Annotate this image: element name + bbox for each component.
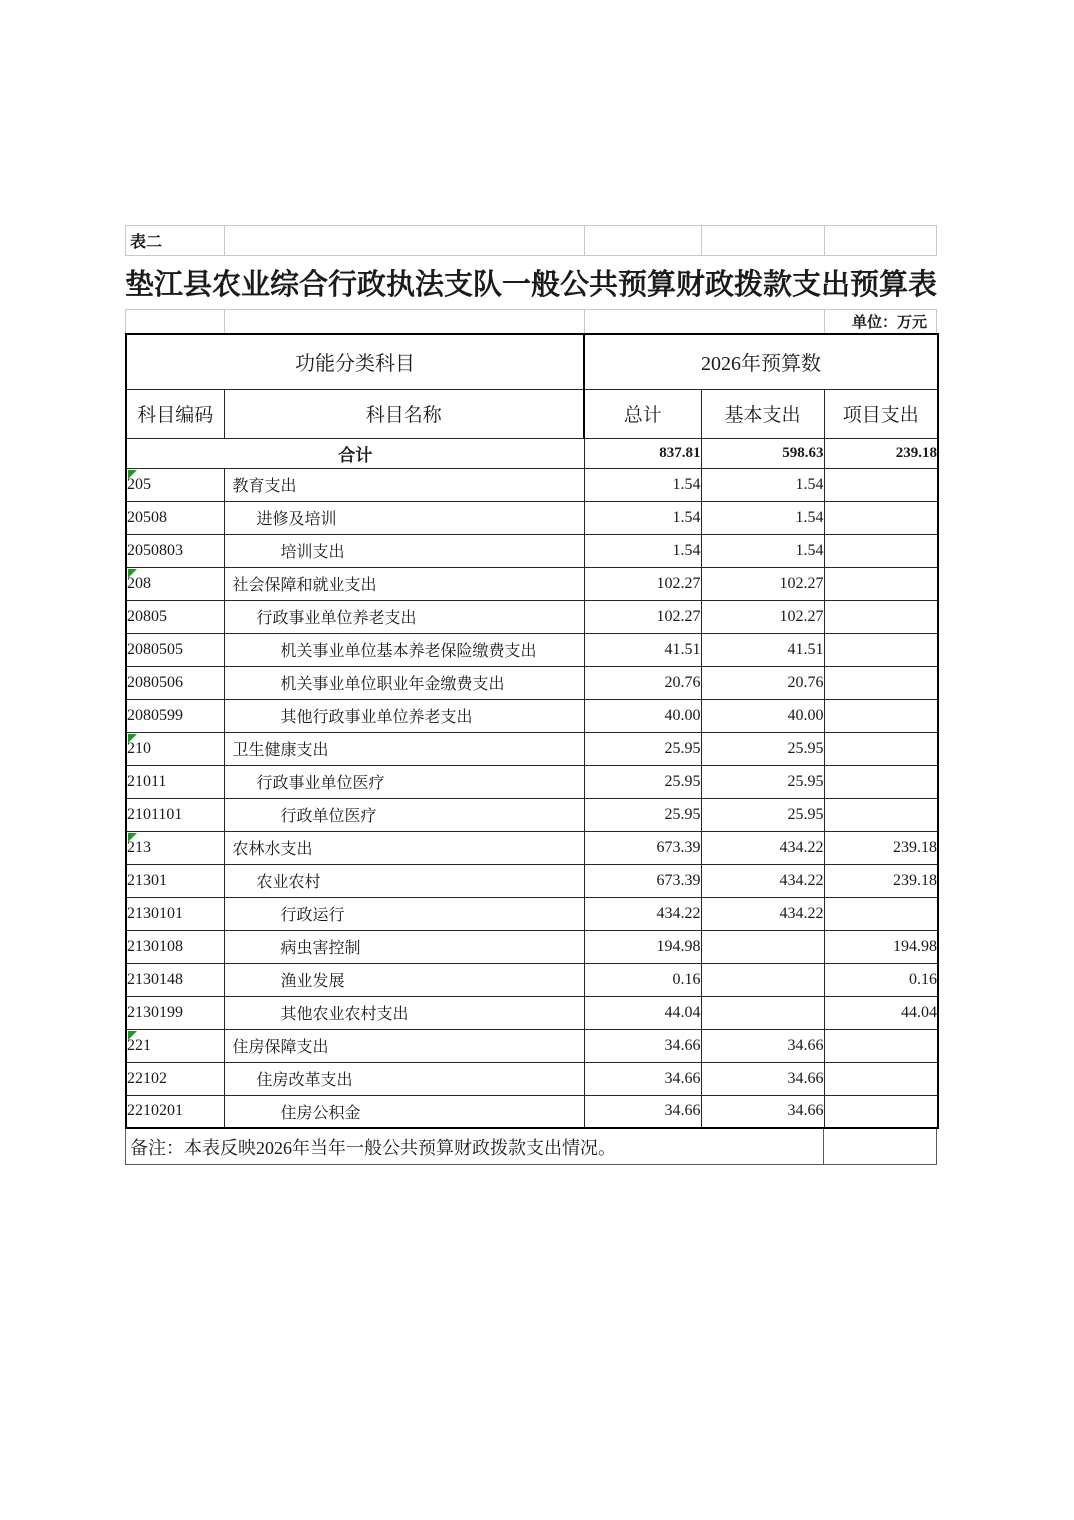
project-expense-cell xyxy=(824,1062,938,1095)
subject-code-cell: 20805 xyxy=(126,600,224,633)
gridline xyxy=(584,226,585,255)
subject-name-cell: 教育支出 xyxy=(224,468,584,501)
total-cell: 102.27 xyxy=(584,600,701,633)
total-cell: 44.04 xyxy=(584,996,701,1029)
unit-label: 单位：万元 xyxy=(851,315,927,331)
project-expense-cell xyxy=(824,765,938,798)
table-row xyxy=(126,864,938,897)
basic-expense-cell: 434.22 xyxy=(701,831,824,864)
table-row xyxy=(126,765,938,798)
table-row xyxy=(126,963,938,996)
basic-expense-cell: 1.54 xyxy=(701,468,824,501)
error-flag-triangle-icon xyxy=(128,569,137,578)
basic-expense-cell xyxy=(701,996,824,1029)
subject-code-cell: 22102 xyxy=(126,1062,224,1095)
sheet-label: 表二 xyxy=(130,234,163,251)
note-empty-cell xyxy=(824,1129,936,1164)
table-row xyxy=(126,633,938,666)
subject-code-cell: 21301 xyxy=(126,864,224,897)
subject-name-cell: 进修及培训 xyxy=(224,501,584,534)
basic-expense-cell xyxy=(701,963,824,996)
table-row xyxy=(126,897,938,930)
total-cell: 25.95 xyxy=(584,798,701,831)
basic-expense-cell: 1.54 xyxy=(701,534,824,567)
header-functional-classification: 功能分类科目 xyxy=(126,334,584,389)
subject-code-cell: 2210201 xyxy=(126,1095,224,1128)
project-expense-cell: 239.18 xyxy=(824,831,938,864)
total-cell: 102.27 xyxy=(584,567,701,600)
col-header-subject-code: 科目编码 xyxy=(126,389,224,438)
total-cell: 40.00 xyxy=(584,699,701,732)
header-group-row xyxy=(126,334,938,389)
grand-total-total: 837.81 xyxy=(584,438,701,468)
subject-code-cell: 2130148 xyxy=(126,963,224,996)
basic-expense-cell xyxy=(701,930,824,963)
col-header-project-expense: 项目支出 xyxy=(824,389,938,438)
col-header-basic-expense: 基本支出 xyxy=(701,389,824,438)
total-cell: 25.95 xyxy=(584,732,701,765)
basic-expense-cell: 34.66 xyxy=(701,1029,824,1062)
total-cell: 41.51 xyxy=(584,633,701,666)
total-cell: 1.54 xyxy=(584,534,701,567)
note-row xyxy=(125,1129,937,1165)
subject-code-cell: 208 xyxy=(126,567,224,600)
subject-name-cell: 机关事业单位基本养老保险缴费支出 xyxy=(224,633,584,666)
gridline xyxy=(701,226,702,255)
subject-name-cell: 住房改革支出 xyxy=(224,1062,584,1095)
subject-name-cell: 行政运行 xyxy=(224,897,584,930)
basic-expense-cell: 102.27 xyxy=(701,600,824,633)
subject-name-cell: 行政事业单位医疗 xyxy=(224,765,584,798)
total-cell: 673.39 xyxy=(584,864,701,897)
project-expense-cell xyxy=(824,468,938,501)
subject-name-cell: 机关事业单位职业年金缴费支出 xyxy=(224,666,584,699)
project-expense-cell xyxy=(824,798,938,831)
total-cell: 34.66 xyxy=(584,1029,701,1062)
table-row xyxy=(126,732,938,765)
table-row xyxy=(126,501,938,534)
basic-expense-cell: 25.95 xyxy=(701,732,824,765)
project-expense-cell xyxy=(824,567,938,600)
basic-expense-cell: 434.22 xyxy=(701,897,824,930)
basic-expense-cell: 41.51 xyxy=(701,633,824,666)
subject-name-cell: 农业农村 xyxy=(224,864,584,897)
subject-code-cell: 2080506 xyxy=(126,666,224,699)
subject-code-cell: 2130108 xyxy=(126,930,224,963)
error-flag-triangle-icon xyxy=(128,833,137,842)
basic-expense-cell: 34.66 xyxy=(701,1095,824,1128)
subject-code-cell: 21011 xyxy=(126,765,224,798)
subject-name-cell: 卫生健康支出 xyxy=(224,732,584,765)
project-expense-cell xyxy=(824,534,938,567)
grand-total-basic: 598.63 xyxy=(701,438,824,468)
subject-code-cell: 221 xyxy=(126,1029,224,1062)
table-row xyxy=(126,567,938,600)
budget-table-body xyxy=(126,438,938,1128)
table-row xyxy=(126,468,938,501)
subject-code-cell: 2080505 xyxy=(126,633,224,666)
project-expense-cell: 44.04 xyxy=(824,996,938,1029)
total-cell: 673.39 xyxy=(584,831,701,864)
basic-expense-cell: 102.27 xyxy=(701,567,824,600)
basic-expense-cell: 1.54 xyxy=(701,501,824,534)
budget-table xyxy=(125,333,939,1129)
total-cell: 25.95 xyxy=(584,765,701,798)
subject-name-cell: 渔业发展 xyxy=(224,963,584,996)
note-text: 备注：本表反映2026年当年一般公共预算财政拨款支出情况。 xyxy=(126,1129,824,1164)
project-expense-cell xyxy=(824,501,938,534)
gridline xyxy=(224,226,225,255)
subject-code-cell: 2050803 xyxy=(126,534,224,567)
project-expense-cell: 194.98 xyxy=(824,930,938,963)
table-row xyxy=(126,831,938,864)
header-budget-2026: 2026年预算数 xyxy=(584,334,938,389)
total-cell: 34.66 xyxy=(584,1095,701,1128)
error-flag-triangle-icon xyxy=(128,1031,137,1040)
basic-expense-cell: 25.95 xyxy=(701,765,824,798)
total-cell: 194.98 xyxy=(584,930,701,963)
subject-code-cell: 2130199 xyxy=(126,996,224,1029)
header-columns-row xyxy=(126,389,938,438)
subject-name-cell: 农林水支出 xyxy=(224,831,584,864)
subject-code-cell: 2130101 xyxy=(126,897,224,930)
subject-name-cell: 病虫害控制 xyxy=(224,930,584,963)
basic-expense-cell: 25.95 xyxy=(701,798,824,831)
subject-code-cell: 20508 xyxy=(126,501,224,534)
table-row xyxy=(126,1062,938,1095)
budget-sheet xyxy=(125,225,937,1165)
total-cell: 0.16 xyxy=(584,963,701,996)
grand-total-row xyxy=(126,438,938,468)
project-expense-cell xyxy=(824,666,938,699)
subject-code-cell: 2101101 xyxy=(126,798,224,831)
subject-name-cell: 住房公积金 xyxy=(224,1095,584,1128)
grand-total-label: 合计 xyxy=(126,438,584,468)
subject-name-cell: 行政单位医疗 xyxy=(224,798,584,831)
gridline xyxy=(224,310,225,333)
total-cell: 1.54 xyxy=(584,501,701,534)
subject-code-cell: 2080599 xyxy=(126,699,224,732)
project-expense-cell xyxy=(824,897,938,930)
subject-name-cell: 住房保障支出 xyxy=(224,1029,584,1062)
table-row xyxy=(126,930,938,963)
sheet-label-row xyxy=(125,225,937,255)
project-expense-cell xyxy=(824,699,938,732)
project-expense-cell xyxy=(824,633,938,666)
gridline xyxy=(824,226,825,255)
col-header-total: 总计 xyxy=(584,389,701,438)
subject-code-cell: 213 xyxy=(126,831,224,864)
unit-row xyxy=(125,309,937,333)
table-row xyxy=(126,600,938,633)
basic-expense-cell: 434.22 xyxy=(701,864,824,897)
project-expense-cell xyxy=(824,600,938,633)
project-expense-cell xyxy=(824,1095,938,1128)
subject-name-cell: 行政事业单位养老支出 xyxy=(224,600,584,633)
project-expense-cell xyxy=(824,732,938,765)
subject-name-cell: 社会保障和就业支出 xyxy=(224,567,584,600)
table-row xyxy=(126,996,938,1029)
page-title: 垫江县农业综合行政执法支队一般公共预算财政拨款支出预算表 xyxy=(125,255,937,309)
subject-name-cell: 培训支出 xyxy=(224,534,584,567)
basic-expense-cell: 34.66 xyxy=(701,1062,824,1095)
total-cell: 1.54 xyxy=(584,468,701,501)
grand-total-project: 239.18 xyxy=(824,438,938,468)
total-cell: 20.76 xyxy=(584,666,701,699)
gridline xyxy=(824,310,825,333)
subject-code-cell: 205 xyxy=(126,468,224,501)
basic-expense-cell: 40.00 xyxy=(701,699,824,732)
gridline xyxy=(584,310,585,333)
project-expense-cell: 239.18 xyxy=(824,864,938,897)
basic-expense-cell: 20.76 xyxy=(701,666,824,699)
col-header-subject-name: 科目名称 xyxy=(224,389,584,438)
table-row xyxy=(126,666,938,699)
table-row xyxy=(126,534,938,567)
subject-name-cell: 其他农业农村支出 xyxy=(224,996,584,1029)
project-expense-cell: 0.16 xyxy=(824,963,938,996)
table-row xyxy=(126,699,938,732)
total-cell: 434.22 xyxy=(584,897,701,930)
table-row xyxy=(126,1095,938,1128)
error-flag-triangle-icon xyxy=(128,734,137,743)
total-cell: 34.66 xyxy=(584,1062,701,1095)
subject-name-cell: 其他行政事业单位养老支出 xyxy=(224,699,584,732)
subject-code-cell: 210 xyxy=(126,732,224,765)
error-flag-triangle-icon xyxy=(128,470,137,479)
table-row xyxy=(126,798,938,831)
table-row xyxy=(126,1029,938,1062)
project-expense-cell xyxy=(824,1029,938,1062)
